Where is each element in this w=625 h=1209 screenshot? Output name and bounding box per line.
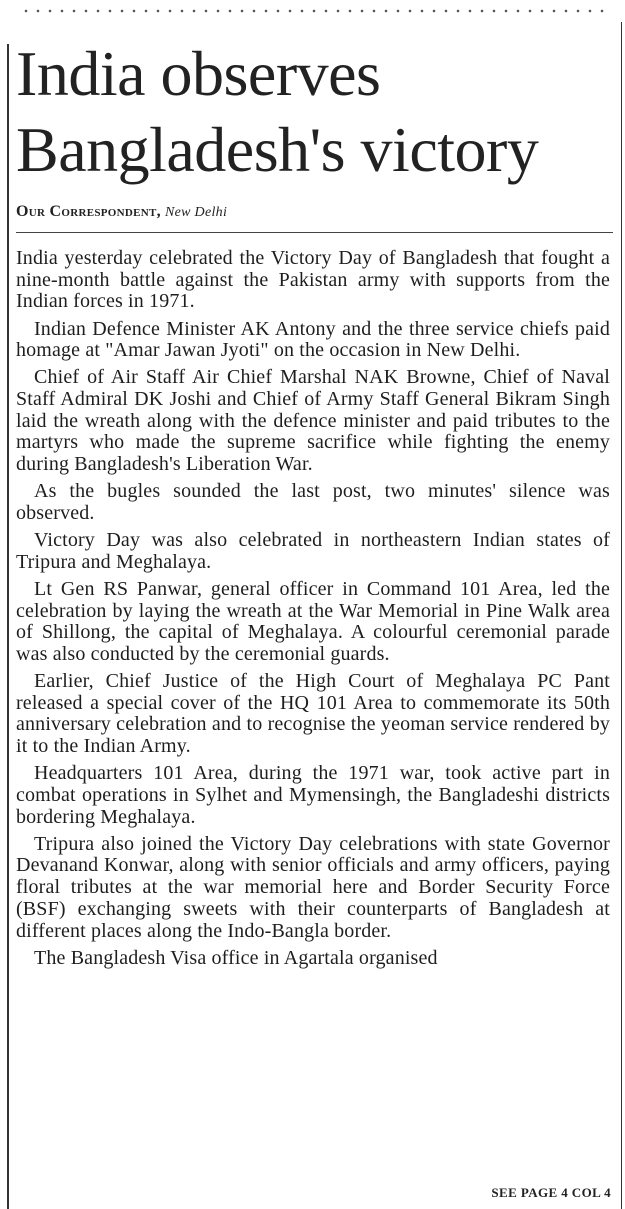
paragraph: Chief of Air Staff Air Chief Marshal NAK Browne, Chief of Naval Staff Admiral DK Joshi and Chief of Army Staff General Bikram Singh laid the wreath along with the defence minister and paid tributes to the martyrs who made the supreme sacrifice while fighting the enemy during Bangladesh's Liberation War. — [16, 366, 610, 476]
paragraph: The Bangladesh Visa office in Agartala organised — [34, 946, 438, 969]
paragraph: Earlier, Chief Justice of the High Court of Meghalaya PC Pant released a special cover of the HQ 101 Area to commemorate its 50th anniversary celebration and to recognise the yeoman service rendered by it to the Indian Army. — [16, 670, 610, 758]
dotted-top-border — [20, 8, 611, 14]
paragraph: India yesterday celebrated the Victory Day of Bangladesh that fought a nine-month battle against the Pakistan army with supports from the Indian forces in 1971. — [16, 247, 610, 313]
byline-author: Our Correspondent, — [16, 203, 161, 220]
byline — [16, 203, 227, 221]
paragraph: Indian Defence Minister AK Antony and the three service chiefs paid homage at "Amar Jawan Jyoti" on the occasion in New Delhi. — [16, 317, 610, 362]
headline-line-2: Bangladesh's victory — [16, 114, 539, 185]
paragraph: Lt Gen RS Panwar, general officer in Command 101 Area, led the celebration by laying the wreath at the War Memorial in Pine Walk area of Shillong, the capital of Meghalaya. A colourful ceremonial parade was also conducted by the ceremonial guards. — [16, 577, 610, 665]
byline-dateline: New Delhi — [164, 205, 228, 220]
article-body — [16, 248, 610, 975]
continuation-jump-line: SEE PAGE 4 COL 4 — [491, 1185, 611, 1200]
paragraph: Headquarters 101 Area, during the 1971 war, took active part in combat operations in Sylhet and Mymensingh, the Bangladeshi districts bordering Meghalaya. — [16, 762, 610, 828]
headline-line-1: India observes — [16, 38, 381, 109]
headline — [16, 36, 616, 188]
paragraph: As the bugles sounded the last post, two minutes' silence was observed. — [16, 480, 610, 524]
byline-divider — [16, 232, 613, 233]
left-column-rule — [7, 44, 9, 1209]
paragraph: Tripura also joined the Victory Day celebrations with state Governor Devanand Konwar, along with senior officials and army officers, paying floral tributes at the war memorial here and Border Security Force (BSF) exchanging sweets with their counterparts of Bangladesh at different places along the Indo-Bangla border. — [16, 832, 610, 942]
right-column-rule — [621, 22, 623, 1209]
paragraph: Victory Day was also celebrated in northeastern Indian states of Tripura and Meghalaya. — [16, 529, 610, 573]
